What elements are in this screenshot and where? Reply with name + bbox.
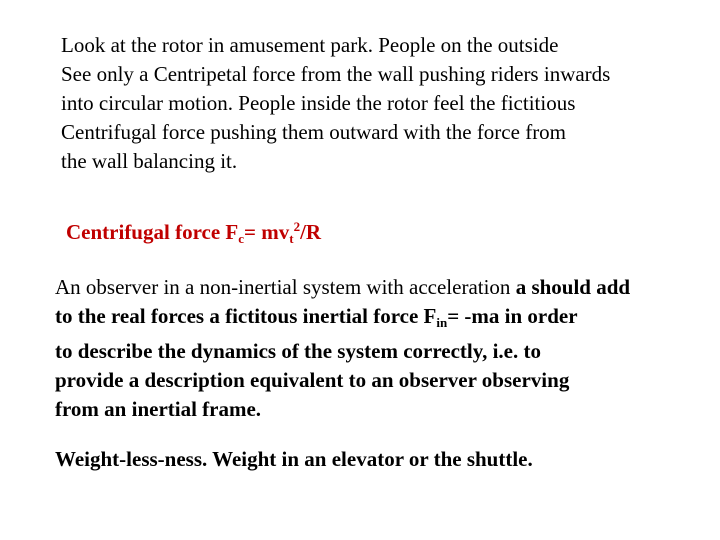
formula-prefix: Centrifugal force F <box>66 220 239 244</box>
noninertial-line-4: provide a description equivalent to an observer observing <box>55 368 570 392</box>
formula-suffix: /R <box>300 220 322 244</box>
rotor-line-2: See only a Centripetal force from the wall pushing riders inwards <box>61 62 611 86</box>
noninertial-line-2 <box>55 302 715 337</box>
formula-subscript-c: c <box>238 231 245 246</box>
formula-mid: = mv <box>244 220 290 244</box>
rotor-line-3: into circular motion. People inside the rotor feel the fictitious <box>61 91 576 115</box>
noninertial-line-5: from an inertial frame. <box>55 397 262 421</box>
noninertial-paragraph <box>55 273 715 424</box>
inertial-force-subscript: in <box>436 315 448 330</box>
inertial-force-text: to the real forces a fictitous inertial force F <box>55 304 437 328</box>
rotor-line-1: Look at the rotor in amusement park. People on the outside <box>61 33 559 57</box>
noninertial-line-1-plain: An observer in a non-inertial system with acceleration <box>55 275 516 299</box>
noninertial-line-1-bold: a should add <box>515 275 631 299</box>
noninertial-line-3: to describe the dynamics of the system correctly, i.e. to <box>55 339 541 363</box>
inertial-force-eq: = -ma in order <box>447 304 578 328</box>
noninertial-line-1 <box>55 273 715 302</box>
formula-subscript-t: t <box>289 231 294 246</box>
formula-superscript-2: 2 <box>293 219 301 234</box>
weightlessness-line: Weight-less-ness. Weight in an elevator or the shuttle. <box>55 447 533 471</box>
rotor-line-4: Centrifugal force pushing them outward with the force from <box>61 120 567 144</box>
centrifugal-force-formula <box>66 219 321 247</box>
rotor-line-5: the wall balancing it. <box>61 149 238 173</box>
rotor-paragraph <box>61 31 711 176</box>
